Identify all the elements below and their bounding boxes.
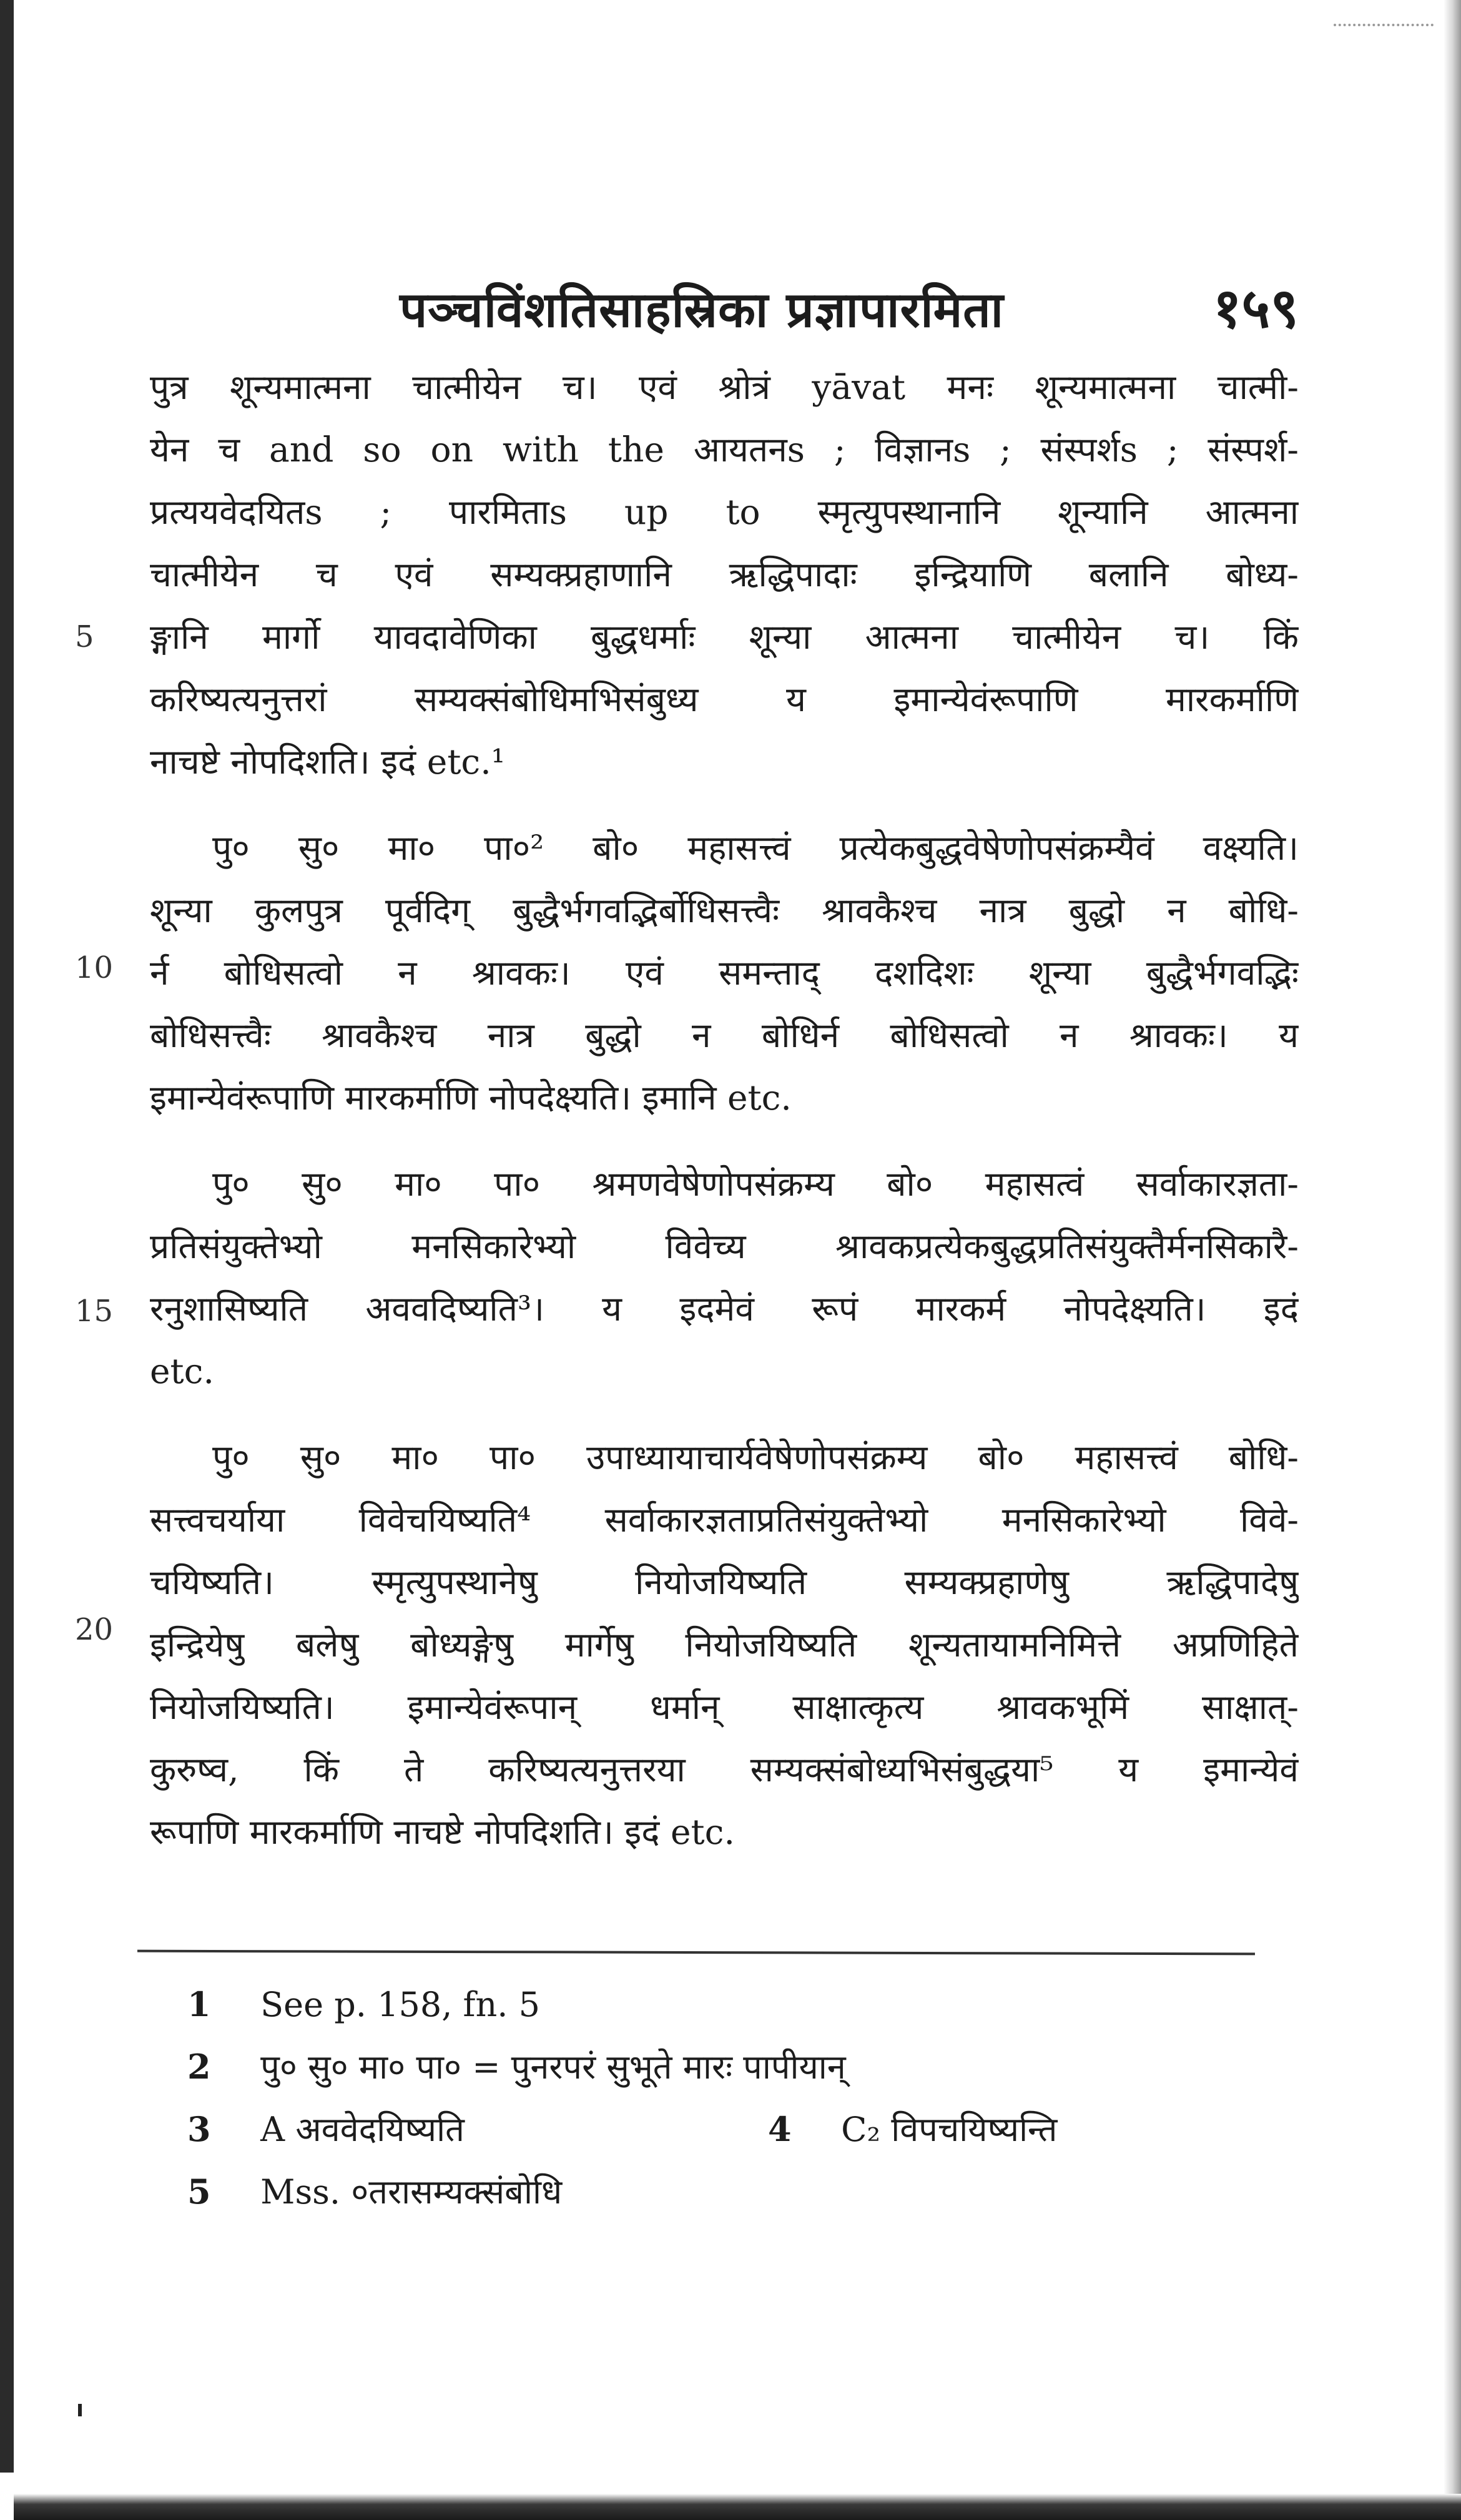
text-line: प्रत्ययवेदयितs ; पारमिताs up to स्मृत्युपस्थानानि शून्यानि आत्मना (150, 492, 1299, 532)
line-number-15: 15 (75, 1294, 114, 1329)
text-line: रनुशासिष्यति अववदिष्यति³। य इदमेवं रूपं मारकर्म नोपदेक्ष्यति। इदं (150, 1289, 1299, 1329)
footnote-1 (187, 1973, 1249, 2035)
line-number-20: 20 (75, 1612, 114, 1647)
footnote-marker: 2 (187, 2047, 211, 2087)
main-text (150, 356, 1299, 1887)
page-right-edge (1444, 0, 1461, 2520)
page-binding-edge (0, 0, 14, 2473)
footnote-text: A अववेदयिष्यति (260, 2110, 465, 2149)
text-line: प्रतिसंयुक्तेभ्यो मनसिकारेभ्यो विवेच्य श्रावकप्रत्येकबुद्धप्रतिसंयुक्तैर्मनसिकारै- (150, 1226, 1299, 1266)
paragraph (150, 1153, 1299, 1402)
footnotes (187, 1973, 1249, 2223)
text-line: etc. (150, 1351, 214, 1391)
text-line: पु० सु० मा० पा० श्रमणवेषेणोपसंक्रम्य बो० महासत्वं सर्वाकारज्ञता- (212, 1164, 1299, 1204)
text-line: बोधिसत्त्वैः श्रावकैश्च नात्र बुद्धो न बोधिर्न बोधिसत्वो न श्रावकः। य (150, 1015, 1299, 1055)
text-line: चयिष्यति। स्मृत्युपस्थानेषु नियोजयिष्यति सम्यक्प्रहाणेषु ऋद्धिपादेषु (150, 1562, 1299, 1602)
page-bottom-edge (14, 2494, 1461, 2520)
running-title: पञ्चविंशतिसाहस्रिका प्रज्ञापारमिता (400, 282, 1004, 338)
text-line: पु० सु० मा० पा०² बो० महासत्त्वं प्रत्येकबुद्धवेषेणोपसंक्रम्यैवं वक्ष्यति। (212, 828, 1299, 868)
text-line: इमान्येवंरूपाणि मारकर्माणि नोपदेक्ष्यति। इमानि etc. (150, 1078, 792, 1118)
footnote-5 (187, 2160, 1249, 2223)
footnote-3-4 (187, 2098, 1249, 2160)
footnote-rule (137, 1950, 1255, 1956)
text-line: नाचष्टे नोपदिशति। इदं etc.¹ (150, 742, 505, 782)
footnote-marker: 3 (187, 2109, 211, 2149)
paragraph (150, 356, 1299, 793)
text-line: शून्या कुलपुत्र पूर्वदिग् बुद्धैर्भगवद्भिर्बोधिसत्त्वैः श्रावकैश्च नात्र बुद्धो न बोधि- (150, 890, 1299, 930)
text-line: पुत्र शून्यमात्मना चात्मीयेन च। एवं श्रोत्रं yāvat मनः शून्यमात्मना चात्मी- (150, 367, 1299, 407)
text-line: पु० सु० मा० पा० उपाध्यायाचार्यवेषेणोपसंक्रम्य बो० महासत्त्वं बोधि- (212, 1437, 1299, 1477)
footnote-text: Mss. ०तरासम्यक्संबोधि (260, 2172, 563, 2212)
text-line: रूपाणि मारकर्माणि नाचष्टे नोपदिशति। इदं etc. (150, 1812, 735, 1852)
text-line: करिष्यत्यनुत्तरां सम्यक्संबोधिमभिसंबुध्य य इमान्येवंरूपाणि मारकर्माणि (150, 679, 1299, 719)
text-line: येन च and so on with the आयतनs ; विज्ञानs ; संस्पर्शs ; संस्पर्श- (150, 430, 1299, 470)
footnote-marker: 1 (187, 1984, 211, 2024)
footnote-2 (187, 2035, 1249, 2098)
footnote-marker: 4 (768, 2109, 792, 2149)
text-line: र्न बोधिसत्वो न श्रावकः। एवं समन्ताद् दशदिशः शून्या बुद्धैर्भगवद्भिः (150, 953, 1299, 993)
text-line: इन्द्रियेषु बलेषु बोध्यङ्गेषु मार्गेषु नियोजयिष्यति शून्यतायामनिमित्ते अप्रणिहिते (150, 1625, 1299, 1665)
text-line: नियोजयिष्यति। इमान्येवंरूपान् धर्मान् साक्षात्कृत्य श्रावकभूमिं साक्षात्- (150, 1687, 1299, 1727)
paragraph (150, 1426, 1299, 1863)
scan-speck (78, 2404, 82, 2416)
scan-mark (1334, 24, 1434, 26)
text-line: सत्त्वचर्याया विवेचयिष्यति⁴ सर्वाकारज्ञताप्रतिसंयुक्तेभ्यो मनसिकारेभ्यो विवे- (150, 1500, 1299, 1540)
text-line: कुरुष्व, किं ते करिष्यत्यनुत्तरया सम्यक्संबोध्यभिसंबुद्धया⁵ य इमान्येवं (150, 1750, 1299, 1789)
page-number: १५९ (1213, 275, 1299, 340)
footnote-text: See p. 158, fn. 5 (260, 1985, 540, 2024)
page-header (400, 262, 1336, 350)
line-number-10: 10 (75, 950, 114, 985)
footnote-text: पु० सु० मा० पा० = पुनरपरं सुभूते मारः पापीयान् (260, 2047, 846, 2087)
footnote-4 (768, 2098, 1057, 2161)
footnote-text: C₂ विपचयिष्यन्ति (841, 2110, 1058, 2149)
paragraph (150, 817, 1299, 1129)
footnote-marker: 5 (187, 2172, 211, 2212)
line-number-5: 5 (75, 619, 94, 654)
text-line: ङ्गानि मार्गो यावदावेणिका बुद्धधर्माः शून्या आत्मना चात्मीयेन च। किं (150, 617, 1299, 657)
text-line: चात्मीयेन च एवं सम्यक्प्रहाणानि ऋद्धिपादाः इन्द्रियाणि बलानि बोध्य- (150, 554, 1299, 594)
